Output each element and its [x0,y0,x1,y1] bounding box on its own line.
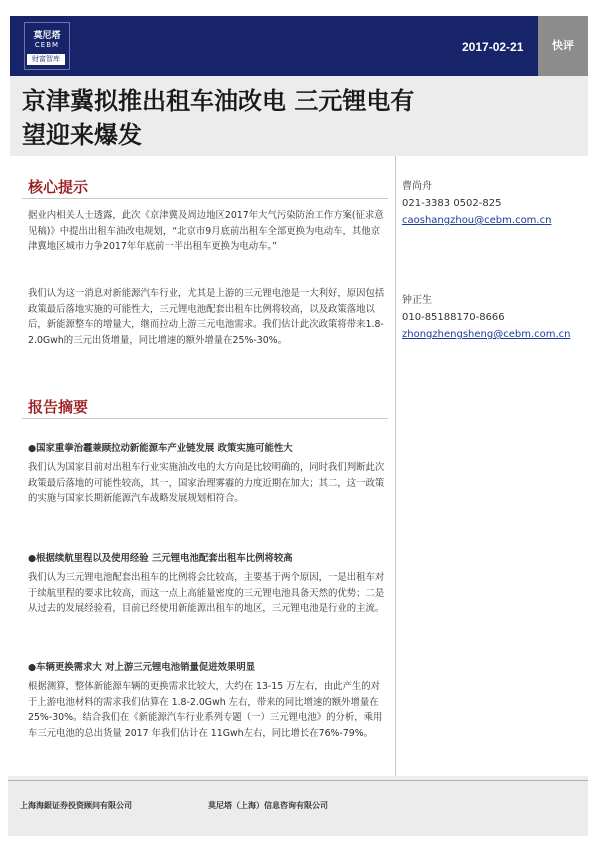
core-section-rule [22,198,388,199]
analyst-phone: 010-85188170-8666 [402,312,505,323]
footer-company-right: 莫尼塔（上海）信息咨询有限公司 [208,801,328,810]
report-date: 2017-02-21 [462,40,524,54]
summary-section-heading: 报告摘要 [28,398,89,416]
footer-company-left: 上海海銀证券投资顾问有限公司 [20,801,132,810]
summary-item-1-body: 我们认为国家目前对出租车行业实施油改电的大方向是比较明确的，同时我们判断此次政策最后落地的可能性较高，其一，国家治理雾霾的力度近期在加大；其二，这一政策的实施与国家长期新能源汽车战略发展规划相符合。 [28,462,385,505]
header-bar [10,16,538,76]
logo-tagline: 财富智库 [27,54,65,65]
analyst-email-link[interactable]: caoshangzhou@cebm.com.cn [402,215,552,226]
summary-section-rule [22,418,388,419]
analyst-card [402,292,571,343]
analyst-phone: 021-3383 0502-825 [402,198,502,209]
logo-english-name: CEBM [34,41,60,49]
analyst-card [402,178,551,229]
title-line-1: 京津冀拟推出租车油改电 三元锂电有 [22,87,415,115]
page-title [22,84,522,152]
analyst-name: 钟正生 [402,295,432,306]
column-divider [395,156,396,776]
analyst-email-link[interactable]: zhongzhengsheng@cebm.com.cn [402,329,571,340]
summary-item-1-heading: ●国家重拳治霾兼顾拉动新能源车产业链发展 政策实施可能性大 [28,443,293,454]
summary-item-2-body: 我们认为三元锂电池配套出租车的比例将会比较高，主要基于两个原因，一是出租车对于续航里程的要求比较高，而这一点上高能量密度的三元锂电池具备天然的优势；二是从过去的发展经验看，目前已经使用新能源出租车的地区，三元锂电池是行业的主流。 [28,572,385,615]
title-line-2: 望迎来爆发 [22,121,142,149]
analyst-name: 曹尚舟 [402,181,432,192]
summary-item-3-body: 根据测算，整体新能源车辆的更换需求比较大，大约在 13-15 万左右，由此产生的对于上游电池材料的需求我们估算在 1.8-2.0Gwh 左右，带来的同比增速的额外增量在 25%-30%。结合我们在《新能源汽车行业系列专题（一）三元锂电池》的分析，乘用车三元电池的总出货量 2017 年我们估计在 11Gwh左右，同比增长在76%-79%。 [28,681,383,739]
logo-chinese-name: 莫尼塔 [33,31,61,41]
company-logo [24,22,70,70]
core-paragraph-1: 据业内相关人士透露，此次《京津冀及周边地区2017年大气污染防治工作方案(征求意见稿)》中提出出租车油改电规划，“北京市9月底前出租车全部更换为电动车，其他京津冀地区城市力争2017年年底前一半出租车更换为电动车。” [28,210,384,253]
report-type-badge: 快评 [538,16,588,76]
footer-rule [8,780,588,781]
summary-item-2-heading: ●根据续航里程以及使用经验 三元锂电池配套出租车比例将较高 [28,553,293,564]
summary-item-3-heading: ●车辆更换需求大 对上游三元锂电池销量促进效果明显 [28,662,256,673]
core-section-heading: 核心提示 [28,178,89,196]
core-paragraph-2: 我们认为这一消息对新能源汽车行业，尤其是上游的三元锂电池是一大利好，原因包括政策最后落地实施的可能性大，三元锂电池配套出租车比例将较高，以及政策落地以后，新能源整车的增量大，继而拉动上游三元电池需求。我们估计此次政策将带来1.8-2.0Gwh的三元出货增量，同比增速的额外增量在25%-30%。 [28,288,385,346]
